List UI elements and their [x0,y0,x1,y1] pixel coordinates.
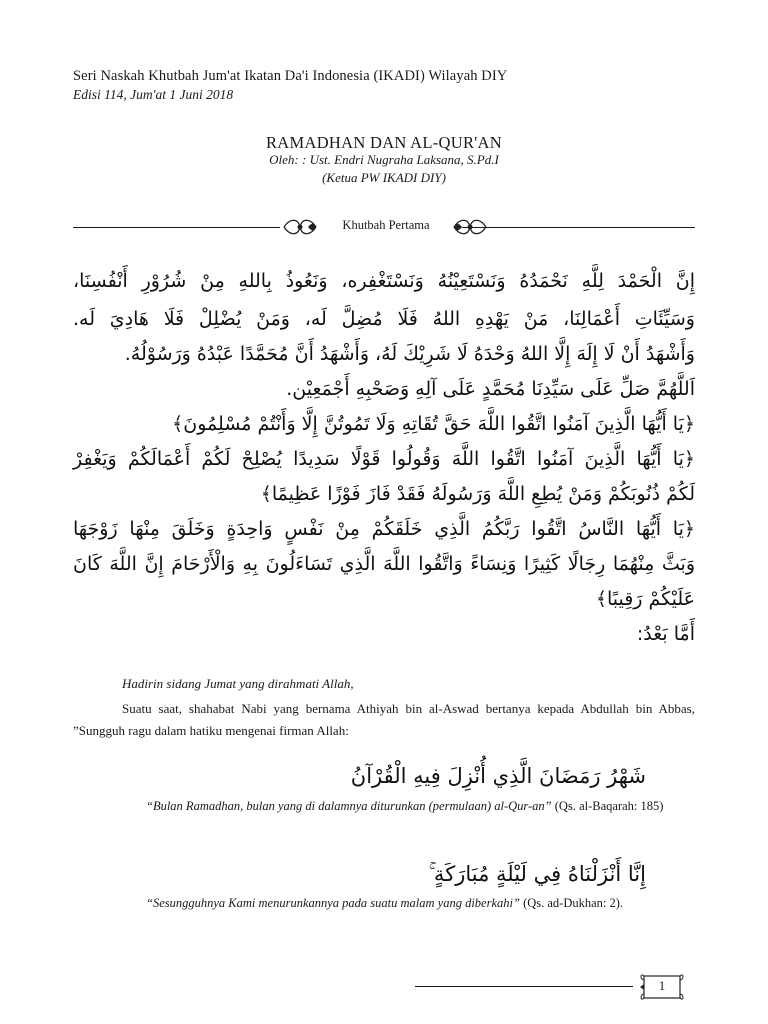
section-rule-right [462,227,695,228]
edition-line: Edisi 114, Jum'at 1 Juni 2018 [73,87,234,102]
verse-arabic: شَهْرُ رَمَضَانَ الَّذِي أُنْزِلَ فِيهِ الْقُرْآنُ [350,764,646,788]
arabic-line: أَمَّا بَعْدُ: [636,623,695,645]
arabic-line: وَسَيِّئَاتِ أَعْمَالِنَا، مَنْ يَهْدِهِ اللهُ فَلَا مُضِلَّ لَه، وَمَنْ يُضْلِلْ فَلَا هَادِيَ لَه. [73,308,695,330]
arabic-line: وَأَشْهَدُ أَنْ لَا إِلَهَ إِلَّا اللهُ وَحْدَهُ لَا شَرِيْكَ لَهُ، وَأَشْهَدُ أَنَّ مُحَمَّدًا عَبْدُهُ وَرَسُوْلُهُ. [124,343,695,365]
sermon-title: RAMADHAN DAN AL-QUR'AN [266,133,502,152]
verse-reference: (Qs. ad-Dukhan: 2). [519,896,624,910]
arabic-line: ﴿يَا أَيُّهَا الَّذِينَ آمَنُوا اتَّقُوا اللَّهَ حَقَّ تُقَاتِهِ وَلَا تَمُوتُنَّ إِلَّا وَأَنْتُمْ مُسْلِمُونَ﴾ [172,413,695,435]
verse-translation [146,894,695,913]
page-number: 1 [658,978,666,993]
arabic-line: ﴿يَا أَيُّهَا الَّذِينَ آمَنُوا اتَّقُوا اللَّهَ وَقُولُوا قَوْلًا سَدِيدًا يُصْلِحْ لَكُمْ أَعْمَالَكُمْ وَيَغْفِرْ [73,448,695,470]
greeting: Hadirin sidang Jumat yang dirahmati Allah, [122,676,354,691]
body-paragraph: Suatu saat, shahabat Nabi yang bernama Athiyah bin al-Aswad bertanya kepada Abdullah bin Abbas, ”Sungguh ragu dalam hatiku mengenai firman Allah: [73,701,695,738]
arabic-line: عَلَيْكُمْ رَقِيبًا﴾ [595,588,695,610]
verse-translation-text: “Sesungguhnya Kami menurunkannya pada suatu malam yang diberkahi” [146,896,520,910]
arabic-line: وَبَثَّ مِنْهُمَا رِجَالًا كَثِيرًا وَنِسَاءً وَاتَّقُوا اللَّهَ الَّذِي تَسَاءَلُونَ بِهِ وَالْأَرْحَامَ إِنَّ اللَّهَ كَانَ [73,553,695,575]
series-title: Seri Naskah Khutbah Jum'at Ikatan Da'i Indonesia (IKADI) Wilayah DIY [73,68,508,84]
arabic-line: ﴿يَا أَيُّهَا النَّاسُ اتَّقُوا رَبَّكُمُ الَّذِي خَلَقَكُمْ مِنْ نَفْسٍ وَاحِدَةٍ وَخَلَقَ مِنْهَا زَوْجَهَا [73,518,695,540]
verse-translation [146,797,695,816]
author-role: (Ketua PW IKADI DIY) [322,170,446,185]
arabic-line: لَكُمْ ذُنُوبَكُمْ وَمَنْ يُطِعِ اللَّهَ وَرَسُولَهُ فَقَدْ فَازَ فَوْزًا عَظِيمًا﴾ [260,483,695,505]
section-rule-left [73,227,280,228]
arabic-line: اَللَّهُمَّ صَلِّ عَلَى سَيِّدِنَا مُحَمَّدٍ عَلَى آلِهِ وَصَحْبِهِ أَجْمَعِيْن. [286,378,695,400]
verse-arabic: إِنَّا أَنْزَلْنَاهُ فِي لَيْلَةٍ مُبَارَكَةٍ ۚ [428,862,646,886]
arabic-line: إِنَّ الْحَمْدَ لِلَّهِ نَحْمَدُهُ وَنَسْتَعِيْنُهُ وَنَسْتَغْفِره، وَنَعُوذُ بِاللهِ مِنْ شُرُوْرِ أَنْفُسِنَا، [73,270,695,292]
author-line: Oleh: : Ust. Endri Nugraha Laksana, S.Pd.I [269,152,499,167]
flourish-ornament-icon [282,214,318,240]
verse-translation-text: “Bulan Ramadhan, bulan yang di dalamnya diturunkan (permulaan) al-Qur-an” [146,799,552,813]
section-heading: Khutbah Pertama [342,218,430,232]
verse-reference: (Qs. al-Baqarah: 185) [551,799,664,813]
footer-rule [415,986,633,987]
